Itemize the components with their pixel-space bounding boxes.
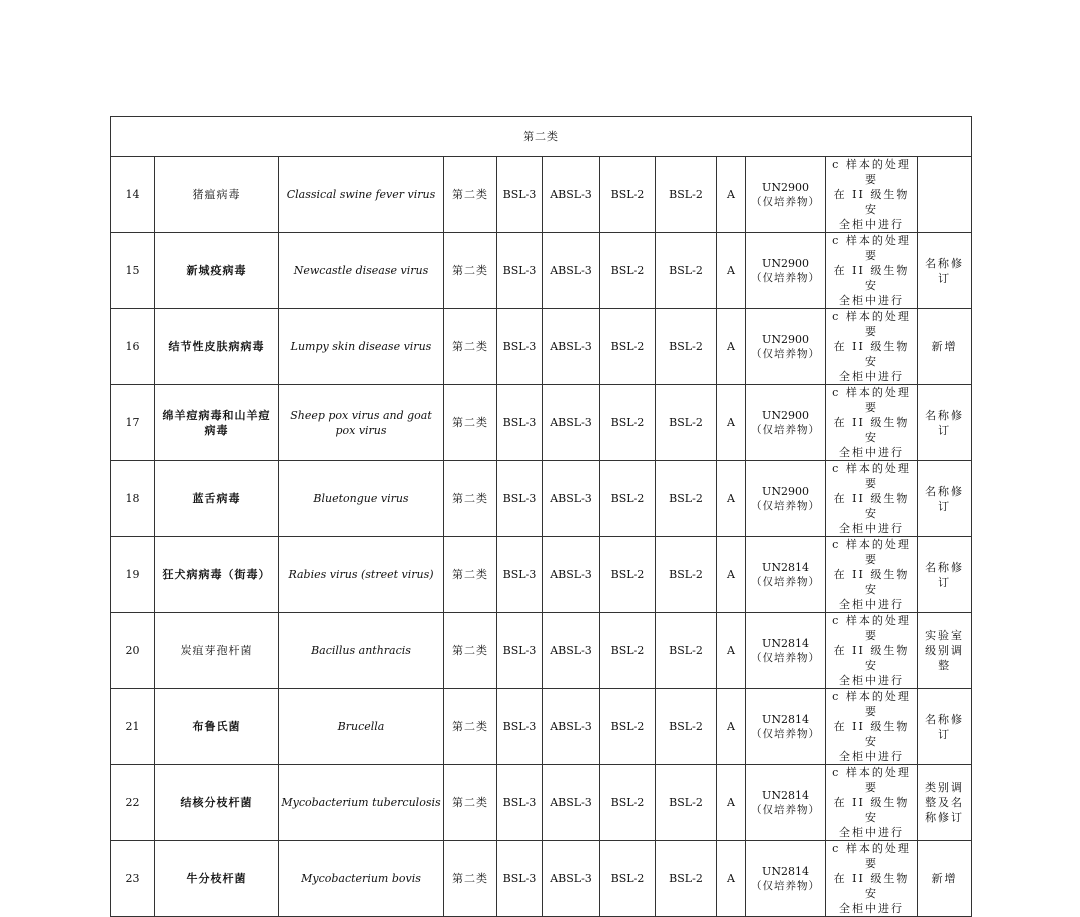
un-number-cell (746, 461, 826, 537)
remark-line: c 样本的处理要 (832, 158, 911, 186)
hazard-class: 第二类 (444, 537, 497, 613)
packaging-category: A (717, 613, 746, 689)
lab-level-cell: BSL-2 (600, 461, 656, 537)
un-number: UN2814 (762, 636, 809, 650)
pathogen-chinese-name: 结节性皮肤病病毒 (155, 309, 279, 385)
lab-level-cell: BSL-2 (600, 765, 656, 841)
remark-line: 全柜中进行 (839, 826, 904, 839)
lab-level-cell: BSL-2 (600, 157, 656, 233)
remark-line: 在 II 级生物安 (833, 340, 910, 368)
un-number-cell (746, 309, 826, 385)
revision-note: 新增 (918, 309, 972, 385)
lab-level-cell: BSL-3 (497, 613, 543, 689)
revision-note (918, 157, 972, 233)
remark-line: c 样本的处理要 (832, 766, 911, 794)
table-row (111, 841, 972, 917)
pathogen-chinese-name: 猪瘟病毒 (155, 157, 279, 233)
lab-level-cell: BSL-2 (656, 233, 717, 309)
un-number-cell (746, 613, 826, 689)
lab-level-cell: BSL-2 (600, 841, 656, 917)
pathogen-chinese-name: 牛分枝杆菌 (155, 841, 279, 917)
lab-level-cell: BSL-3 (497, 537, 543, 613)
hazard-class: 第二类 (444, 765, 497, 841)
un-note: （仅培养物） (751, 651, 820, 664)
lab-level-cell: BSL-2 (600, 689, 656, 765)
un-note: （仅培养物） (751, 195, 820, 208)
revision-note: 名称修订 (918, 233, 972, 309)
un-number-cell (746, 689, 826, 765)
packaging-category: A (717, 765, 746, 841)
table-row (111, 233, 972, 309)
pathogen-latin-name: Newcastle disease virus (279, 233, 444, 309)
hazard-class: 第二类 (444, 157, 497, 233)
lab-level-cell: BSL-2 (600, 537, 656, 613)
lab-level-cell: ABSL-3 (543, 309, 600, 385)
pathogen-latin-name: Mycobacterium tuberculosis (279, 765, 444, 841)
un-note: （仅培养物） (751, 803, 820, 816)
lab-level-cell: ABSL-3 (543, 689, 600, 765)
lab-level-cell: ABSL-3 (543, 765, 600, 841)
remark-line: 在 II 级生物安 (833, 264, 910, 292)
row-number: 21 (111, 689, 155, 765)
un-note: （仅培养物） (751, 575, 820, 588)
revision-note: 名称修订 (918, 537, 972, 613)
hazard-class: 第二类 (444, 613, 497, 689)
remark-line: 在 II 级生物安 (833, 188, 910, 216)
lab-level-cell: BSL-3 (497, 765, 543, 841)
packaging-category: A (717, 309, 746, 385)
packaging-category: A (717, 233, 746, 309)
un-note: （仅培养物） (751, 423, 820, 436)
pathogen-latin-name: Sheep pox virus and goat pox virus (279, 385, 444, 461)
un-note: （仅培养物） (751, 347, 820, 360)
remark-line: 在 II 级生物安 (833, 416, 910, 444)
un-number: UN2900 (762, 408, 809, 422)
pathogen-chinese-name: 炭疽芽孢杆菌 (155, 613, 279, 689)
row-number: 16 (111, 309, 155, 385)
remark-line: 全柜中进行 (839, 750, 904, 763)
lab-level-cell: BSL-2 (656, 613, 717, 689)
revision-note: 名称修订 (918, 461, 972, 537)
un-number: UN2900 (762, 256, 809, 270)
handling-remark (826, 765, 918, 841)
handling-remark (826, 233, 918, 309)
revision-note: 类别调整及名称修订 (918, 765, 972, 841)
revision-note: 新增 (918, 841, 972, 917)
table-row (111, 385, 972, 461)
pathogen-latin-name: Brucella (279, 689, 444, 765)
lab-level-cell: BSL-2 (600, 233, 656, 309)
remark-line: 全柜中进行 (839, 902, 904, 915)
remark-line: 全柜中进行 (839, 522, 904, 535)
table-row (111, 157, 972, 233)
remark-line: 全柜中进行 (839, 218, 904, 231)
remark-line: c 样本的处理要 (832, 842, 911, 870)
section-header-row (111, 117, 972, 157)
handling-remark (826, 841, 918, 917)
lab-level-cell: ABSL-3 (543, 461, 600, 537)
remark-line: 在 II 级生物安 (833, 872, 910, 900)
un-number: UN2814 (762, 712, 809, 726)
remark-line: c 样本的处理要 (832, 690, 911, 718)
remark-line: c 样本的处理要 (832, 538, 911, 566)
lab-level-cell: BSL-3 (497, 233, 543, 309)
pathogen-chinese-name: 狂犬病病毒（街毒） (155, 537, 279, 613)
un-number-cell (746, 841, 826, 917)
pathogen-chinese-name: 新城疫病毒 (155, 233, 279, 309)
lab-level-cell: BSL-2 (656, 309, 717, 385)
remark-line: 全柜中进行 (839, 674, 904, 687)
table-row (111, 689, 972, 765)
un-number-cell (746, 385, 826, 461)
un-note: （仅培养物） (751, 879, 820, 892)
packaging-category: A (717, 157, 746, 233)
remark-line: 在 II 级生物安 (833, 796, 910, 824)
un-number: UN2900 (762, 484, 809, 498)
un-number: UN2814 (762, 788, 809, 802)
handling-remark (826, 537, 918, 613)
lab-level-cell: BSL-2 (656, 537, 717, 613)
hazard-class: 第二类 (444, 309, 497, 385)
handling-remark (826, 613, 918, 689)
packaging-category: A (717, 537, 746, 613)
section-header: 第二类 (111, 117, 972, 157)
un-number-cell (746, 157, 826, 233)
pathogen-latin-name: Rabies virus (street virus) (279, 537, 444, 613)
lab-level-cell: BSL-2 (656, 765, 717, 841)
hazard-class: 第二类 (444, 385, 497, 461)
handling-remark (826, 157, 918, 233)
remark-line: 全柜中进行 (839, 598, 904, 611)
un-number: UN2900 (762, 180, 809, 194)
revision-note: 名称修订 (918, 385, 972, 461)
remark-line: 在 II 级生物安 (833, 492, 910, 520)
pathogen-latin-name: Lumpy skin disease virus (279, 309, 444, 385)
lab-level-cell: BSL-2 (656, 689, 717, 765)
pathogen-latin-name: Bluetongue virus (279, 461, 444, 537)
un-number-cell (746, 765, 826, 841)
pathogen-table (110, 116, 972, 917)
remark-line: c 样本的处理要 (832, 462, 911, 490)
packaging-category: A (717, 385, 746, 461)
pathogen-chinese-name: 蓝舌病毒 (155, 461, 279, 537)
handling-remark (826, 385, 918, 461)
handling-remark (826, 461, 918, 537)
lab-level-cell: BSL-3 (497, 385, 543, 461)
remark-line: 全柜中进行 (839, 294, 904, 307)
revision-note: 名称修订 (918, 689, 972, 765)
lab-level-cell: BSL-2 (600, 309, 656, 385)
handling-remark (826, 689, 918, 765)
lab-level-cell: ABSL-3 (543, 613, 600, 689)
lab-level-cell: ABSL-3 (543, 385, 600, 461)
lab-level-cell: BSL-2 (656, 385, 717, 461)
lab-level-cell: BSL-3 (497, 689, 543, 765)
lab-level-cell: BSL-2 (656, 461, 717, 537)
table-row (111, 537, 972, 613)
hazard-class: 第二类 (444, 233, 497, 309)
hazard-class: 第二类 (444, 689, 497, 765)
lab-level-cell: BSL-2 (656, 157, 717, 233)
packaging-category: A (717, 689, 746, 765)
row-number: 17 (111, 385, 155, 461)
row-number: 14 (111, 157, 155, 233)
handling-remark (826, 309, 918, 385)
table-row (111, 309, 972, 385)
hazard-class: 第二类 (444, 461, 497, 537)
row-number: 22 (111, 765, 155, 841)
remark-line: 在 II 级生物安 (833, 720, 910, 748)
pathogen-latin-name: Bacillus anthracis (279, 613, 444, 689)
un-number: UN2814 (762, 560, 809, 574)
un-note: （仅培养物） (751, 499, 820, 512)
remark-line: c 样本的处理要 (832, 386, 911, 414)
remark-line: c 样本的处理要 (832, 614, 911, 642)
remark-line: 在 II 级生物安 (833, 568, 910, 596)
lab-level-cell: BSL-2 (656, 841, 717, 917)
lab-level-cell: BSL-2 (600, 613, 656, 689)
remark-line: 在 II 级生物安 (833, 644, 910, 672)
lab-level-cell: ABSL-3 (543, 537, 600, 613)
remark-line: 全柜中进行 (839, 370, 904, 383)
un-number: UN2814 (762, 864, 809, 878)
packaging-category: A (717, 841, 746, 917)
row-number: 23 (111, 841, 155, 917)
remark-line: c 样本的处理要 (832, 234, 911, 262)
un-number-cell (746, 233, 826, 309)
pathogen-latin-name: Mycobacterium bovis (279, 841, 444, 917)
row-number: 15 (111, 233, 155, 309)
pathogen-latin-name: Classical swine fever virus (279, 157, 444, 233)
remark-line: c 样本的处理要 (832, 310, 911, 338)
table-row (111, 765, 972, 841)
lab-level-cell: ABSL-3 (543, 157, 600, 233)
table-row (111, 613, 972, 689)
row-number: 20 (111, 613, 155, 689)
pathogen-chinese-name: 结核分枝杆菌 (155, 765, 279, 841)
row-number: 18 (111, 461, 155, 537)
lab-level-cell: BSL-3 (497, 461, 543, 537)
lab-level-cell: BSL-3 (497, 841, 543, 917)
un-note: （仅培养物） (751, 727, 820, 740)
pathogen-chinese-name: 绵羊痘病毒和山羊痘病毒 (155, 385, 279, 461)
table-row (111, 461, 972, 537)
un-number-cell (746, 537, 826, 613)
lab-level-cell: BSL-3 (497, 309, 543, 385)
un-number: UN2900 (762, 332, 809, 346)
lab-level-cell: BSL-2 (600, 385, 656, 461)
remark-line: 全柜中进行 (839, 446, 904, 459)
lab-level-cell: ABSL-3 (543, 233, 600, 309)
pathogen-chinese-name: 布鲁氏菌 (155, 689, 279, 765)
revision-note: 实验室级别调整 (918, 613, 972, 689)
lab-level-cell: ABSL-3 (543, 841, 600, 917)
hazard-class: 第二类 (444, 841, 497, 917)
packaging-category: A (717, 461, 746, 537)
row-number: 19 (111, 537, 155, 613)
lab-level-cell: BSL-3 (497, 157, 543, 233)
un-note: （仅培养物） (751, 271, 820, 284)
